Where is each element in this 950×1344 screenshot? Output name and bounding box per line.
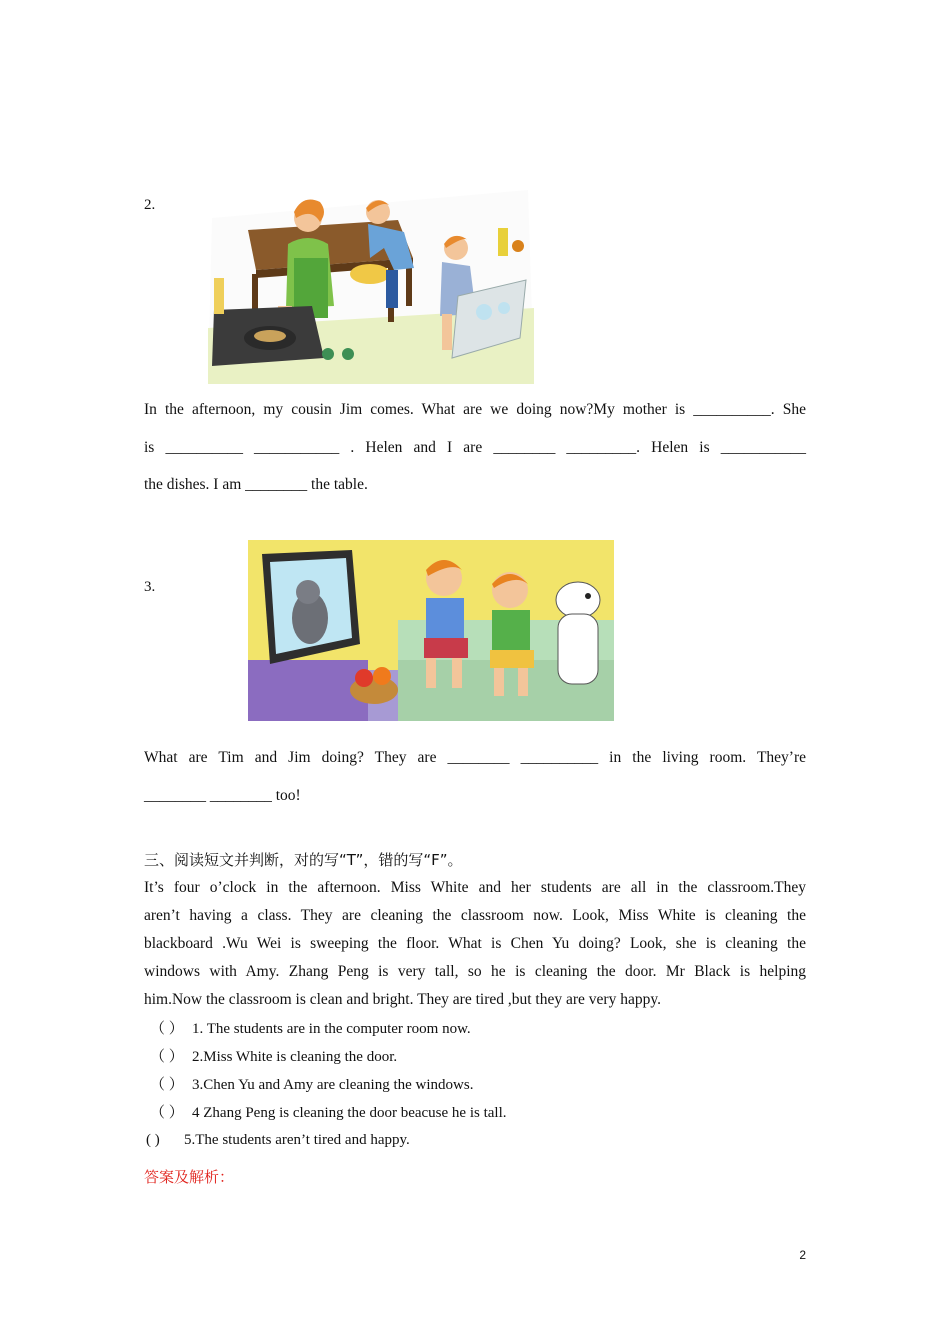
kitchen-illustration xyxy=(208,188,536,384)
living-room-illustration xyxy=(248,540,614,721)
question-4 xyxy=(150,1101,507,1122)
passage-line: It’s four o’clock in the afternoon. Miss White and her students are all in the classroom.They xyxy=(144,879,806,896)
question-text: 2.Miss White is cleaning the door. xyxy=(192,1049,398,1065)
answer-bracket[interactable]: （ ） xyxy=(150,1021,184,1037)
exercise-3-line-1: What are Tim and Jim doing? They are ________ __________ in the living room. They’re xyxy=(144,749,806,766)
question-text: 5.The students aren’t tired and happy. xyxy=(184,1132,410,1148)
question-text: 4 Zhang Peng is cleaning the door beacuse he is tall. xyxy=(192,1105,507,1121)
question-3 xyxy=(150,1073,473,1094)
exercise-2-line-2: is __________ ___________ . Helen and I are ________ _________. Helen is ___________ xyxy=(144,439,806,456)
answer-bracket[interactable]: （ ） xyxy=(150,1049,184,1065)
section-3-heading: 三、阅读短文并判断，对的写“T”，错的写“F”。 xyxy=(144,851,463,869)
question-text: 3.Chen Yu and Amy are cleaning the windows. xyxy=(192,1077,474,1093)
answer-bracket[interactable]: （ ） xyxy=(150,1077,184,1093)
question-5 xyxy=(146,1132,410,1149)
question-2 xyxy=(150,1045,397,1066)
answer-bracket[interactable]: ( ) xyxy=(146,1132,160,1148)
reading-passage xyxy=(144,874,806,1014)
exercise-3-line-2: ________ ________ too! xyxy=(144,787,301,804)
exercise-3-number: 3. xyxy=(144,579,156,595)
question-1 xyxy=(150,1017,471,1038)
passage-line: him.Now the classroom is clean and bright. They are tired ,but they are very happy. xyxy=(144,991,661,1008)
answer-bracket[interactable]: （ ） xyxy=(150,1105,184,1121)
question-text: 1. The students are in the computer room now. xyxy=(192,1021,471,1037)
exercise-2-number: 2. xyxy=(144,197,156,213)
passage-line: aren’t having a class. They are cleaning the classroom now. Look, Miss White is cleaning the xyxy=(144,907,806,924)
passage-line: windows with Amy. Zhang Peng is very tall, so he is cleaning the door. Mr Black is helping xyxy=(144,963,806,980)
answers-heading: 答案及解析： xyxy=(144,1168,235,1186)
exercise-2-line-1: In the afternoon, my cousin Jim comes. What are we doing now?My mother is __________. She xyxy=(144,401,806,418)
page-number: 2 xyxy=(799,1248,806,1262)
exercise-2-line-3: the dishes. I am ________ the table. xyxy=(144,476,368,493)
passage-line: blackboard .Wu Wei is sweeping the floor. What is Chen Yu doing? Look, she is cleaning the xyxy=(144,935,806,952)
